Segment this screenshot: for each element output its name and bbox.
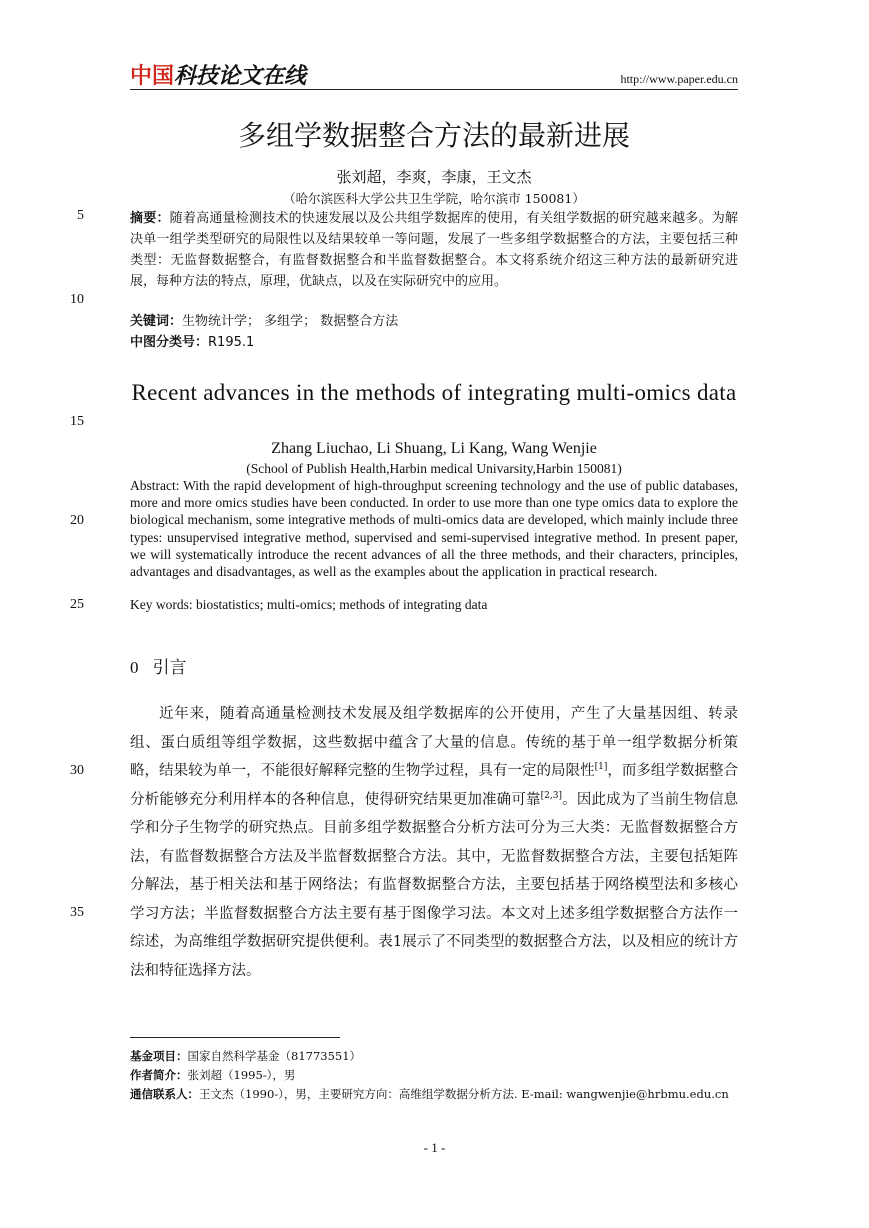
- citation-ref[interactable]: [1]: [594, 762, 608, 773]
- site-logo: [130, 64, 306, 90]
- classification-cn: [130, 331, 254, 350]
- abstract-cn-label: 摘要：: [130, 211, 170, 226]
- keywords-en: [130, 597, 487, 613]
- keywords-cn: [130, 310, 398, 329]
- body-paragraph: [130, 700, 738, 985]
- line-number: 30: [70, 763, 84, 778]
- paper-title-en: Recent advances in the methods of integrating multi-omics data: [131, 380, 737, 405]
- authors-cn: 张刘超，李爽，李康，王文杰: [336, 168, 532, 186]
- logo-dark-text: 科技论文在线: [174, 64, 307, 89]
- footnote-author-text: 张刘超（1995-），男: [187, 1068, 296, 1082]
- citation-ref[interactable]: [2,3]: [540, 790, 563, 801]
- body-text-1: 近年来，随着高通量检测技术发展及组学数据库的公开使用，产生了大量基因组、转录组、蛋白质组等组学数据，这些数据中蕴含了大量的信息。传统的基于单一组学数据分析策略，结果较为单一，不能很好解释完整的生物学过程，具有一定的局限性: [130, 706, 738, 779]
- line-number: 35: [70, 905, 84, 920]
- section-title: 引言: [152, 658, 187, 678]
- keywords-en-label: Key words:: [130, 597, 193, 612]
- keywords-en-text: biostatistics; multi-omics; methods of integrating data: [192, 597, 488, 612]
- affiliation-cn: （哈尔滨医科大学公共卫生学院，哈尔滨市 150081）: [283, 191, 585, 206]
- section-heading: [130, 653, 187, 678]
- affiliation-en: (School of Publish Health,Harbin medical Univarsity,Harbin 150081): [246, 461, 622, 476]
- footnote-contact: [130, 1086, 729, 1102]
- footnote-fund-label: 基金项目：: [130, 1049, 188, 1063]
- abstract-en-text: With the rapid development of high-throughput screening technology and the use of public databases, more and more omics studies have been conducted. In order to use more than one type omics data to explore the biological mechanism, some integrative methods of multi-omics data are developed, which mainly include three types: unsupervised integrative method, supervised and semi-supervised integrative method. In present paper, we will systematically introduce the recent advances of all the three methods, and their characters, principles, advantages and disadvantages, as well as the examples about the application in practical research.: [130, 478, 738, 580]
- footnote-contact-text: 王文杰（1990-），男，主要研究方向：高维组学数据分析方法. E-mail: wangwenjie@hrbmu.edu.cn: [199, 1087, 729, 1101]
- footnote-fund: [130, 1048, 361, 1064]
- abstract-cn: [130, 208, 738, 292]
- footnote-divider: [130, 1037, 340, 1038]
- line-number: 10: [70, 292, 84, 307]
- paper-title-cn: 多组学数据整合方法的最新进展: [237, 119, 630, 152]
- authors-en: Zhang Liuchao, Li Shuang, Li Kang, Wang Wenjie: [271, 440, 597, 457]
- abstract-en: [130, 477, 738, 580]
- footnote-contact-label: 通信联系人：: [130, 1087, 199, 1101]
- logo-red-text: 中国: [130, 64, 175, 89]
- line-number: 20: [70, 513, 84, 528]
- abstract-en-label: Abstract:: [130, 478, 180, 493]
- line-number: 5: [77, 208, 84, 223]
- body-text-2: ，而多组学数据整合分析能够充分利用样本的各种信息，使得研究结果更加准确可靠: [130, 763, 739, 808]
- section-number: 0: [130, 658, 139, 677]
- body-text-3: 。因此成为了当前生物信息学和分子生物学的研究热点。目前多组学数据整合分析方法可分为三大类：无监督数据整合方法，有监督数据整合方法及半监督数据整合方法。其中，无监督数据整合方法，主要包括矩阵分解法，基于相关法和基于网络法；有监督数据整合方法，主要包括基于网络模型法和多核心学习方法；半监督数据整合方法主要有基于图像学习法。本文对上述多组学数据整合方法作一综述，为高维组学数据研究提供便利。表1展示了不同类型的数据整合方法，以及相应的统计方法和特征选择方法。: [130, 791, 739, 979]
- header-url[interactable]: http://www.paper.edu.cn: [620, 72, 738, 86]
- keywords-cn-label: 关键词：: [130, 314, 183, 329]
- line-number: 25: [70, 597, 84, 612]
- footnote-fund-text: 国家自然科学基金（81773551）: [187, 1049, 362, 1063]
- footnote-author-label: 作者简介：: [130, 1068, 188, 1082]
- classification-cn-label: 中图分类号：: [130, 335, 209, 350]
- page-number: - 1 -: [423, 1140, 446, 1155]
- line-number: 15: [70, 414, 84, 429]
- header-divider: [130, 89, 738, 90]
- classification-cn-text: R195.1: [208, 335, 255, 350]
- keywords-cn-text: 生物统计学； 多组学； 数据整合方法: [182, 314, 399, 329]
- abstract-cn-text: 随着高通量检测技术的快速发展以及公共组学数据库的使用，有关组学数据的研究越来越多。为解决单一组学类型研究的局限性以及结果较单一等问题，发展了一些多组学数据整合的方法，主要包括三种类型：无监督数据整合，有监督数据整合和半监督数据整合。本文将系统介绍这三种方法的最新研究进展，每种方法的特点，原理，优缺点，以及在实际研究中的应用。: [130, 211, 738, 289]
- footnote-author: [130, 1067, 295, 1083]
